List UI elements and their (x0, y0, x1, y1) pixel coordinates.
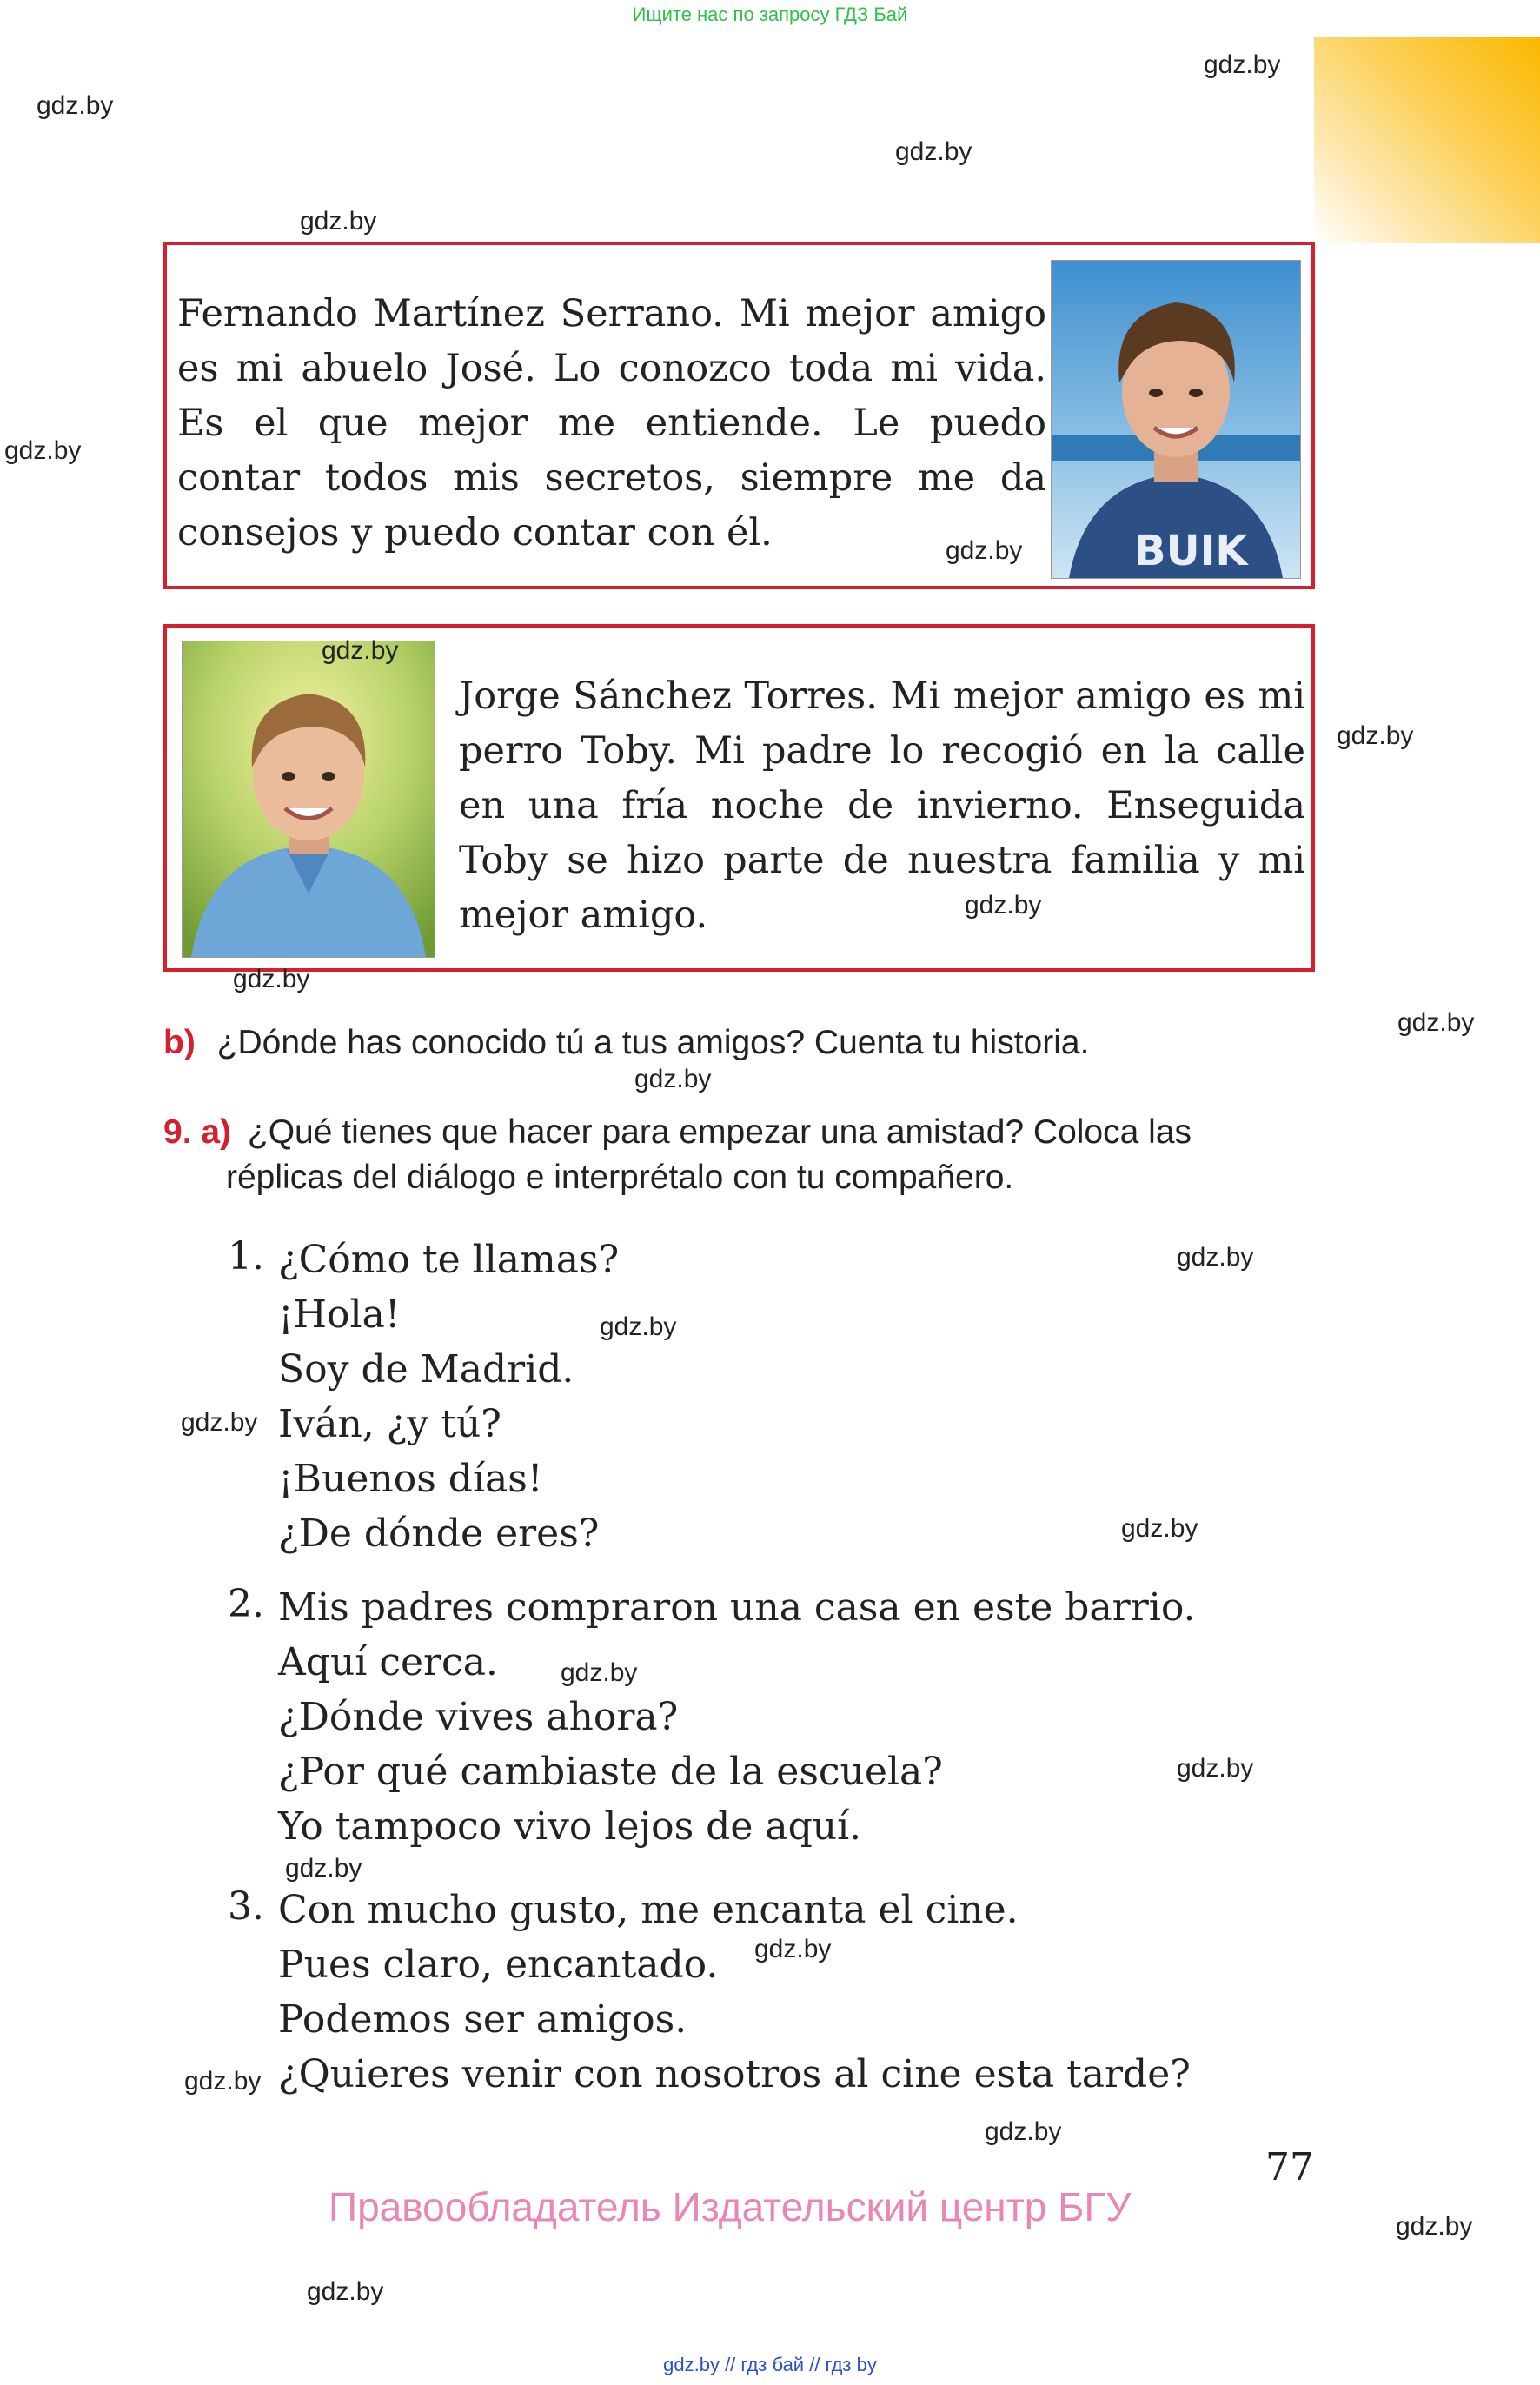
exercise-9-line2: réplicas del diálogo e interprétalo con tu compañero. (226, 1159, 1014, 1196)
dialogue-line: Podemos ser amigos. (278, 1997, 687, 2042)
dialogue-line: ¿Dónde vives ahora? (278, 1695, 679, 1739)
dialogue-line: Yo tampoco vivo lejos de aquí. (278, 1804, 862, 1849)
watermark: gdz.by (1396, 2212, 1473, 2241)
story-card-jorge (163, 624, 1315, 972)
dialogue-line: Soy de Madrid. (278, 1347, 574, 1392)
story-text: Jorge Sánchez Torres. Mi mejor amigo es mi perro Toby. Mi padre lo recogió en la calle en una fría noche de invierno. Enseguida Toby se hizo parte de nuestra familia y mi mejor amigo. (459, 674, 1305, 937)
dialogue-line: ¡Buenos días! (278, 1457, 543, 1501)
watermark: gdz.by (285, 1854, 362, 1883)
top-banner: Ищите нас по запросу ГДЗ Бай (632, 3, 908, 25)
watermark: gdz.by (184, 2067, 262, 2096)
corner-decoration (1314, 37, 1540, 243)
watermark: gdz.by (965, 891, 1042, 920)
photo-boy-fernando (1051, 260, 1301, 579)
exercise-9-text: ¿Qué tienes que hacer para empezar una amistad? Coloca las (247, 1113, 1192, 1151)
watermark: gdz.by (1177, 1243, 1254, 1272)
watermark: gdz.by (37, 91, 114, 120)
story-card-fernando (163, 242, 1315, 589)
watermark: gdz.by (985, 2117, 1062, 2146)
watermark: gdz.by (1204, 50, 1281, 79)
dialogue-number: 3. (228, 1884, 264, 1929)
dialogue-line: Pues claro, encantado. (278, 1943, 719, 1987)
watermark: gdz.by (300, 207, 377, 236)
question-b (163, 1020, 1089, 1066)
watermark: gdz.by (895, 137, 972, 166)
dialogue-number: 1. (228, 1234, 264, 1279)
watermark: gdz.by (322, 636, 399, 665)
watermark: gdz.by (1121, 1514, 1198, 1543)
copyright-owner: Правообладатель Издательский центр БГУ (329, 2184, 1132, 2229)
question-b-text: ¿Dónde has conocido tú a tus amigos? Cuenta tu historia. (216, 1024, 1090, 1061)
dialogue-line: ¿Quieres venir con nosotros al cine esta tarde? (278, 2052, 1191, 2096)
photo-boy-jorge (182, 641, 435, 958)
question-b-label: b) (163, 1024, 196, 1061)
dialogue-number: 2. (228, 1582, 264, 1626)
exercise-9-line1 (163, 1109, 1192, 1155)
dialogue-line: Aquí cerca. (278, 1640, 498, 1684)
dialogue-line: Iván, ¿y tú? (278, 1402, 501, 1446)
watermark: gdz.by (946, 536, 1023, 565)
watermark: gdz.by (1337, 721, 1414, 750)
story-text: Fernando Martínez Serrano. Mi mejor amigo es mi abuelo José. Lo conozco toda mi vida. Es el que mejor me entiende. Le puedo contar todos mis secretos, siempre me da consejos y puedo contar con él. (177, 292, 1046, 555)
svg-text:BUIK: BUIK (1134, 527, 1248, 575)
watermark: gdz.by (1397, 1008, 1475, 1037)
watermark: gdz.by (754, 1935, 832, 1963)
watermark: gdz.by (634, 1065, 712, 1093)
dialogue-line: ¿Por qué cambiaste de la escuela? (278, 1750, 943, 1794)
dialogue-line: ¿Cómo te llamas? (278, 1238, 620, 1282)
watermark: gdz.by (600, 1312, 677, 1341)
exercise-9-number: 9. a) (163, 1113, 232, 1151)
footer-links[interactable]: gdz.by // гдз бай // гдз by (663, 2354, 877, 2375)
watermark: gdz.by (4, 436, 82, 465)
watermark: gdz.by (561, 1658, 638, 1687)
dialogue-line: Con mucho gusto, me encanta el cine. (278, 1888, 1019, 1932)
dialogue-line: ¡Hola! (278, 1292, 401, 1337)
watermark: gdz.by (1177, 1754, 1254, 1783)
watermark: gdz.by (181, 1408, 258, 1437)
watermark: gdz.by (233, 965, 310, 993)
dialogue-line: ¿De dónde eres? (278, 1511, 600, 1556)
page-number: 77 (1265, 2145, 1314, 2189)
watermark: gdz.by (307, 2277, 384, 2306)
dialogue-line: Mis padres compraron una casa en este barrio. (278, 1585, 1196, 1630)
